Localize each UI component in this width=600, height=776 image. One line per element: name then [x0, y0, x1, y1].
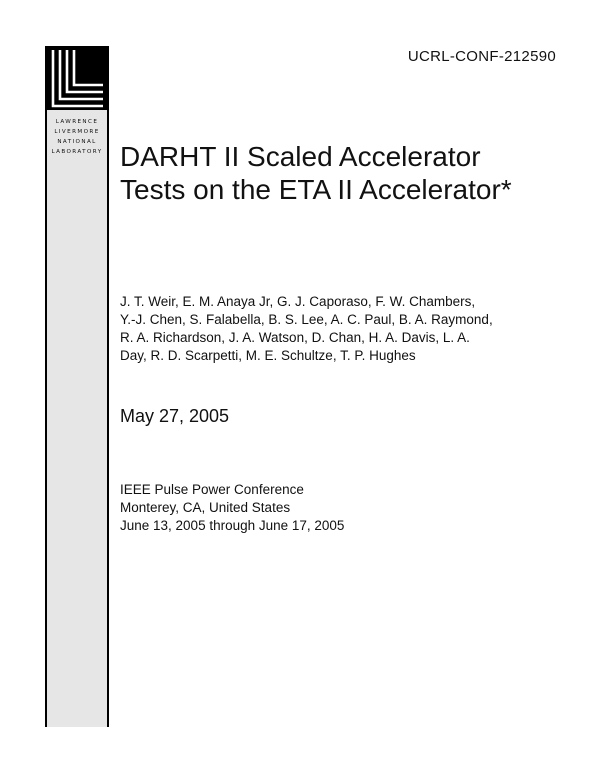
author-list — [120, 293, 570, 365]
publication-date: May 27, 2005 — [120, 406, 230, 426]
lab-name-line: NATIONAL — [57, 139, 97, 145]
conference-info — [120, 481, 344, 535]
lab-name-line: LABORATORY — [51, 149, 103, 155]
lab-name — [49, 117, 105, 157]
title-line: Tests on the ETA II Accelerator* — [120, 174, 512, 205]
lab-name-line: LIVERMORE — [54, 129, 100, 135]
report-number: UCRL-CONF-212590 — [407, 48, 556, 65]
title-line: DARHT II Scaled Accelerator — [120, 141, 481, 172]
author-line: R. A. Richardson, J. A. Watson, D. Chan, H. A. Davis, L. A. — [120, 330, 470, 345]
author-line: J. T. Weir, E. M. Anaya Jr, G. J. Caporaso, F. W. Chambers, — [120, 294, 476, 309]
llnl-logo-mark-icon — [47, 46, 107, 110]
lab-name-line: LAWRENCE — [55, 119, 99, 125]
author-line: Day, R. D. Scarpetti, M. E. Schultze, T. P. Hughes — [120, 348, 416, 363]
conference-location: Monterey, CA, United States — [120, 500, 291, 515]
llnl-logo — [47, 46, 107, 110]
conference-name: IEEE Pulse Power Conference — [120, 482, 304, 497]
document-title — [120, 140, 560, 206]
author-line: Y.-J. Chen, S. Falabella, B. S. Lee, A. C. Paul, B. A. Raymond, — [120, 312, 493, 327]
conference-dates: June 13, 2005 through June 17, 2005 — [120, 518, 345, 533]
